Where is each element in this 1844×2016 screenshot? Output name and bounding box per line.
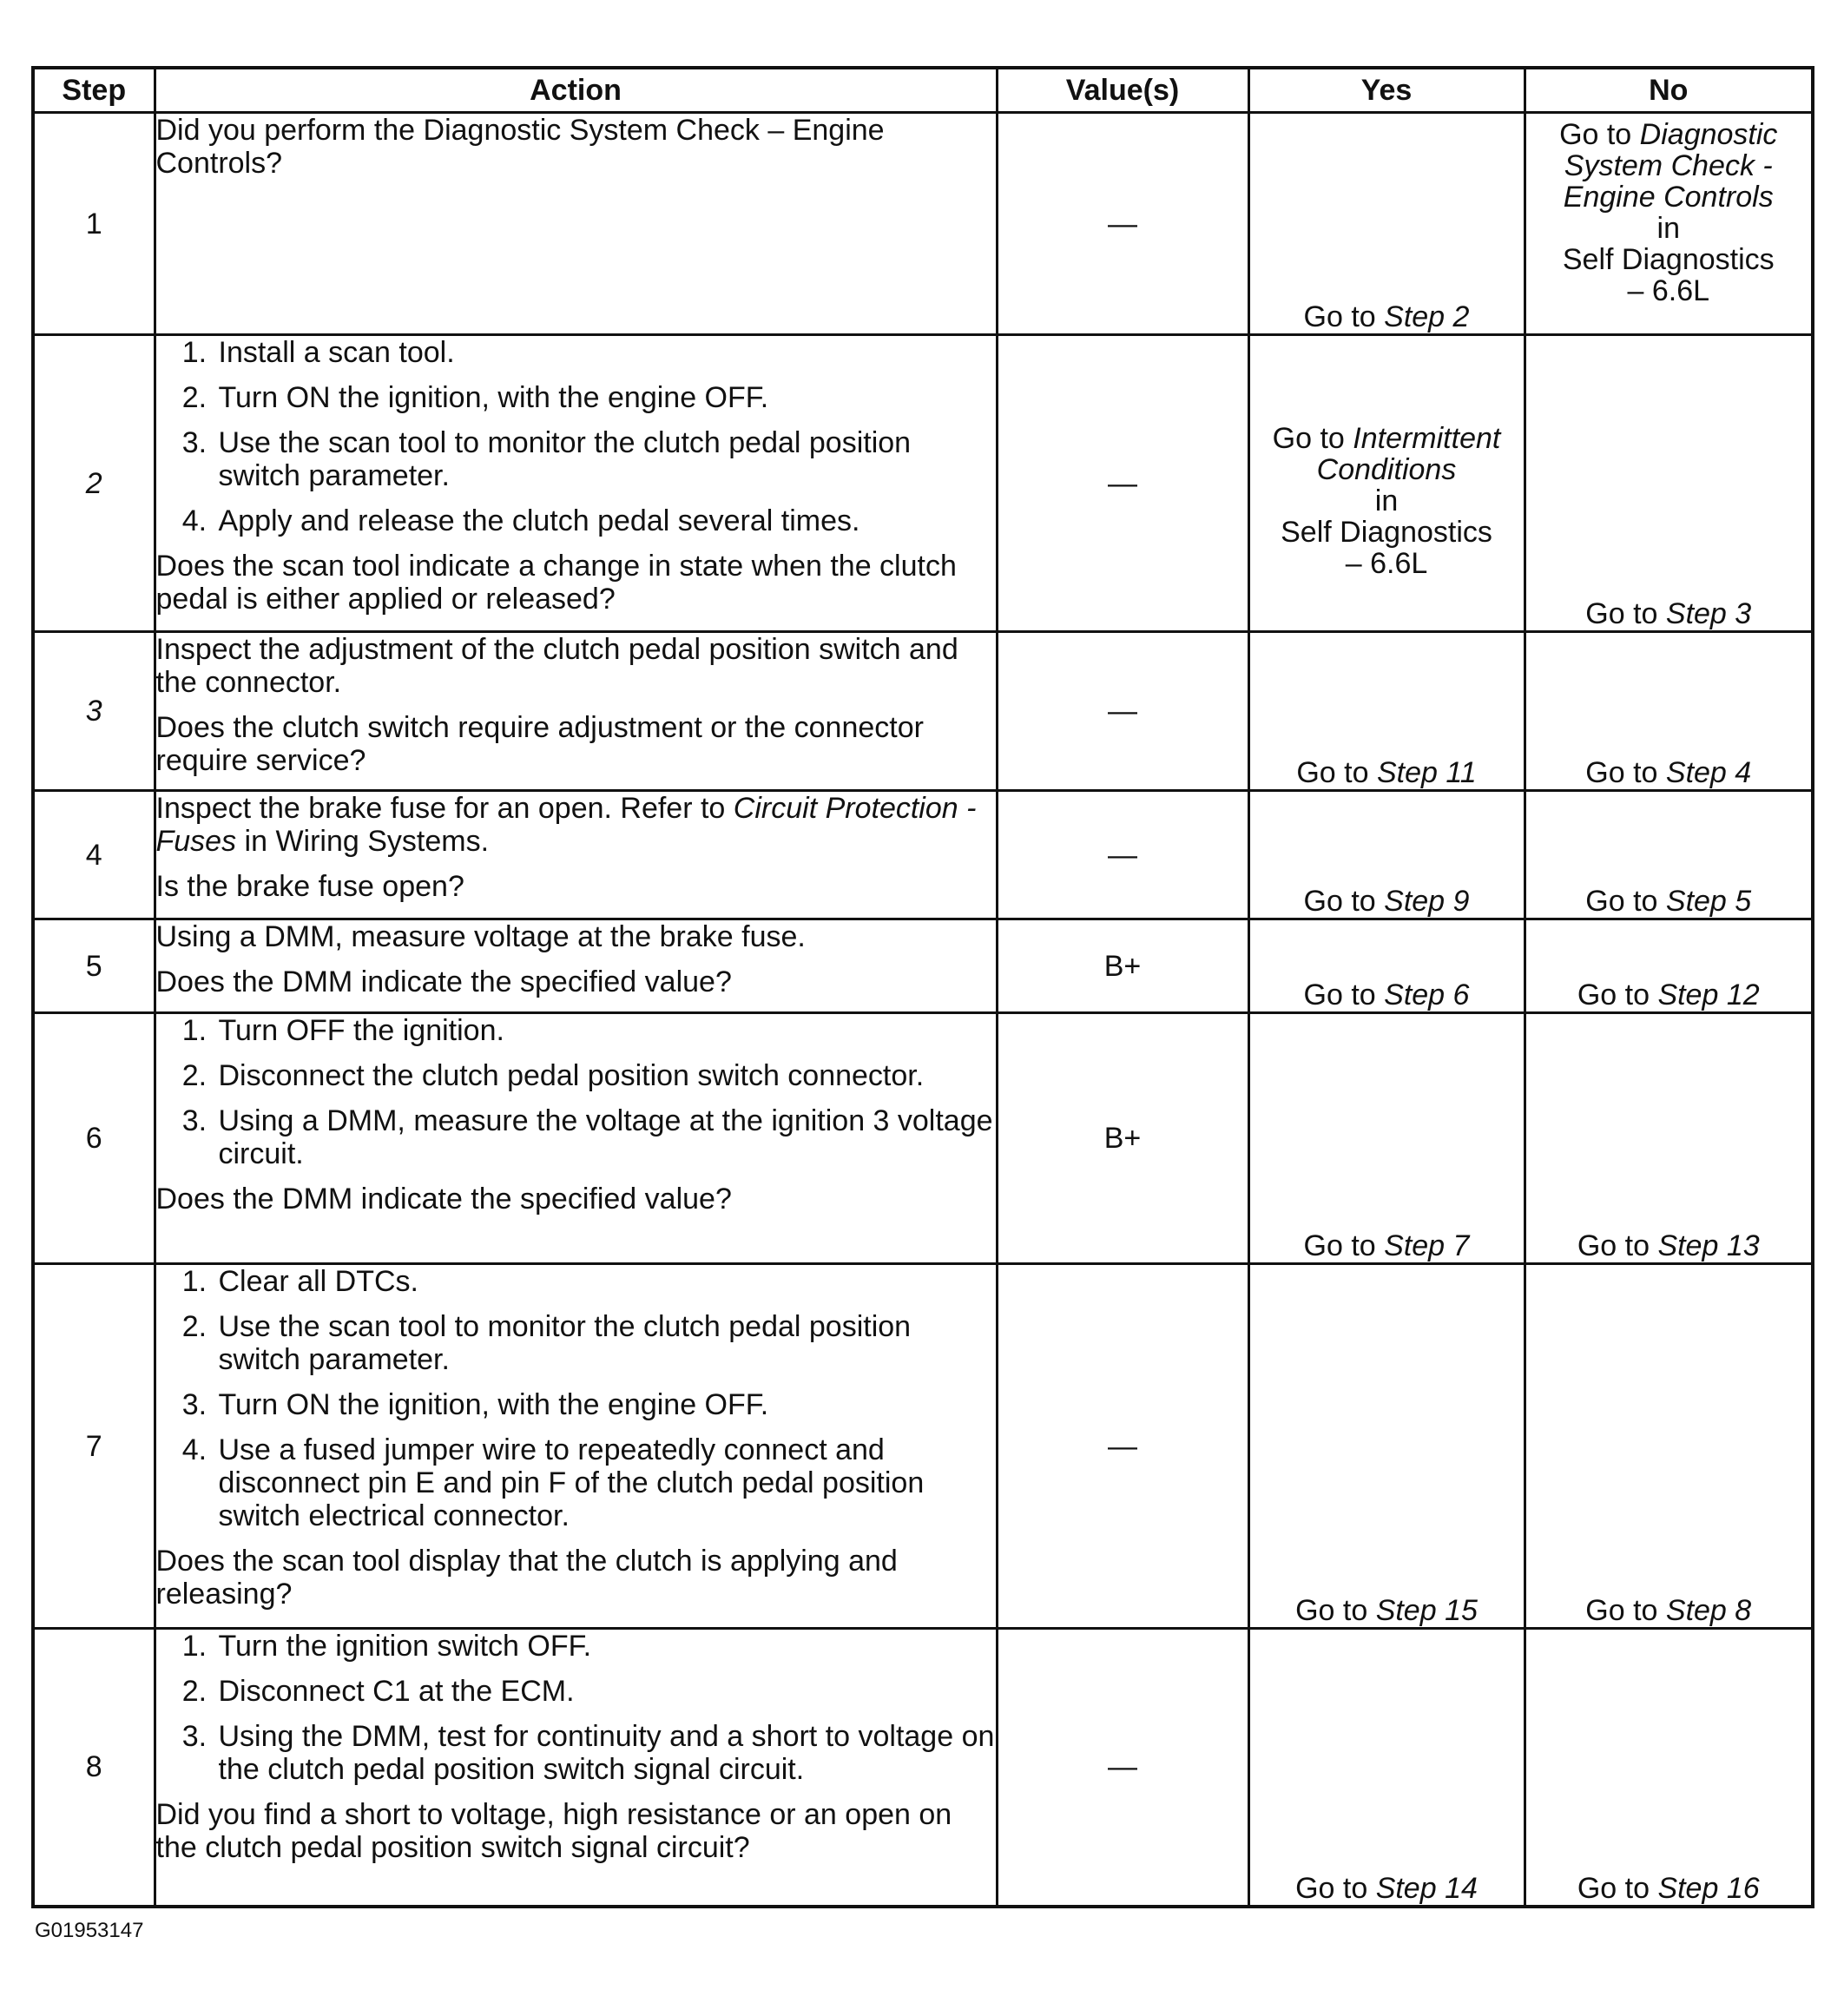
- diagnostic-table: [31, 66, 1814, 1908]
- no-step-link[interactable]: Step 12: [1657, 978, 1760, 1011]
- list-item: 1. Install a scan tool.: [215, 336, 996, 369]
- no-step-link[interactable]: Step 3: [1665, 597, 1752, 630]
- header-yes: Yes: [1248, 68, 1525, 113]
- go-to-text: Go to: [1295, 1594, 1376, 1627]
- yes-cell: [1248, 791, 1525, 919]
- yes-cell: [1248, 113, 1525, 335]
- no-step-link[interactable]: Step 13: [1657, 1229, 1760, 1262]
- yes-cell: [1248, 335, 1525, 632]
- action-question: Does the clutch switch require adjustment or the connector require service?: [155, 711, 924, 777]
- go-to-text: Go to: [1577, 1871, 1658, 1905]
- yes-step-link[interactable]: Step 6: [1384, 978, 1470, 1011]
- action-text-part: in Wiring Systems.: [236, 825, 490, 858]
- yes-step-link[interactable]: Step 11: [1376, 756, 1477, 789]
- header-values: Value(s): [997, 68, 1248, 113]
- no-ref-link[interactable]: Diagnostic: [1639, 118, 1778, 151]
- action-text: Inspect the adjustment of the clutch pedal position switch and the connector.: [155, 633, 958, 699]
- list-item: 3. Using the DMM, test for continuity and a short to voltage on the clutch pedal position switch signal circuit.: [215, 1720, 996, 1786]
- step-number: 8: [33, 1629, 155, 1907]
- list-item: 2. Use the scan tool to monitor the clutch pedal position switch parameter.: [215, 1310, 996, 1376]
- no-step-link[interactable]: Step 4: [1665, 756, 1752, 789]
- table-row: [33, 113, 1813, 335]
- action-question: Is the brake fuse open?: [155, 870, 464, 903]
- no-step-link[interactable]: Step 16: [1657, 1871, 1760, 1905]
- action-steps-list: [156, 1265, 996, 1532]
- no-cell: [1525, 632, 1813, 791]
- table-header-row: [33, 68, 1813, 113]
- value-cell: —: [997, 791, 1248, 919]
- no-step-link[interactable]: Step 5: [1665, 885, 1752, 918]
- step-number: 6: [33, 1013, 155, 1264]
- action-cell: [155, 335, 997, 632]
- step-number: 5: [33, 919, 155, 1013]
- go-to-text: Go to: [1585, 756, 1666, 789]
- action-cell: [155, 632, 997, 791]
- step-number: 1: [33, 113, 155, 335]
- go-to-text: Go to: [1303, 1229, 1385, 1262]
- self-diag-version: – 6.6L: [1345, 546, 1428, 580]
- list-item: 3. Use the scan tool to monitor the clutch pedal position switch parameter.: [215, 426, 996, 492]
- action-cell: [155, 1013, 997, 1264]
- step-number: 4: [33, 791, 155, 919]
- no-cell: [1525, 919, 1813, 1013]
- table-row: [33, 1264, 1813, 1629]
- action-cell: [155, 919, 997, 1013]
- yes-cell: [1248, 1629, 1525, 1907]
- yes-cell: [1248, 1264, 1525, 1629]
- self-diag-version: – 6.6L: [1627, 274, 1710, 307]
- action-question: Does the DMM indicate the specified value?: [155, 1183, 732, 1216]
- value-cell: —: [997, 632, 1248, 791]
- in-text: in: [1656, 212, 1680, 245]
- no-cell: [1525, 791, 1813, 919]
- list-item: 1. Clear all DTCs.: [215, 1265, 996, 1298]
- header-no: No: [1525, 68, 1813, 113]
- yes-step-link[interactable]: Step 14: [1375, 1871, 1478, 1905]
- go-to-text: Go to: [1272, 421, 1353, 455]
- action-text: [156, 792, 996, 858]
- action-steps-list: [156, 336, 996, 537]
- action-text-part: Inspect the brake fuse for an open. Refer to: [155, 792, 734, 825]
- list-item: 4. Apply and release the clutch pedal several times.: [215, 504, 996, 537]
- no-ref-link-cont[interactable]: System Check -: [1564, 149, 1773, 182]
- table-row: [33, 335, 1813, 632]
- yes-ref-link-cont[interactable]: Conditions: [1316, 452, 1457, 486]
- step-number: 2: [33, 335, 155, 632]
- list-item: 1. Turn OFF the ignition.: [215, 1014, 996, 1047]
- yes-cell: [1248, 1013, 1525, 1264]
- circuit-protection-link[interactable]: Circuit Protection - Fuses: [155, 792, 977, 858]
- no-ref-link-cont[interactable]: Engine Controls: [1563, 181, 1774, 214]
- go-to-text: Go to: [1577, 1229, 1658, 1262]
- action-steps-list: [156, 1630, 996, 1786]
- value-cell: —: [997, 335, 1248, 632]
- go-to-text: Go to: [1577, 978, 1658, 1011]
- header-action: Action: [155, 68, 997, 113]
- action-steps-list: [156, 1014, 996, 1170]
- value-cell: B+: [997, 1013, 1248, 1264]
- self-diag-text: Self Diagnostics: [1562, 243, 1775, 276]
- yes-cell: [1248, 632, 1525, 791]
- no-cell: [1525, 113, 1813, 335]
- go-to-text: Go to: [1585, 597, 1666, 630]
- go-to-text: Go to: [1303, 978, 1385, 1011]
- step-number: 3: [33, 632, 155, 791]
- action-cell: [155, 1264, 997, 1629]
- list-item: 2. Disconnect C1 at the ECM.: [215, 1675, 996, 1708]
- yes-step-link[interactable]: Step 15: [1375, 1594, 1478, 1627]
- list-item: 1. Turn the ignition switch OFF.: [215, 1630, 996, 1663]
- figure-id: G01953147: [35, 1919, 144, 1942]
- value-cell: —: [997, 113, 1248, 335]
- action-question: Does the DMM indicate the specified value?: [155, 965, 732, 998]
- action-question: Does the scan tool display that the clutch is applying and releasing?: [155, 1545, 898, 1611]
- no-cell: [1525, 1264, 1813, 1629]
- go-to-text: Go to: [1585, 885, 1666, 918]
- list-item: 2. Disconnect the clutch pedal position switch connector.: [215, 1059, 996, 1092]
- go-to-text: Go to: [1296, 756, 1377, 789]
- list-item: 3. Turn ON the ignition, with the engine OFF.: [215, 1388, 996, 1421]
- action-question: Did you perform the Diagnostic System Check – Engine Controls?: [155, 114, 885, 180]
- value-cell: B+: [997, 919, 1248, 1013]
- no-step-link[interactable]: Step 8: [1665, 1594, 1752, 1627]
- action-cell: [155, 791, 997, 919]
- yes-step-link[interactable]: Step 9: [1384, 885, 1470, 918]
- list-item: 3. Using a DMM, measure the voltage at the ignition 3 voltage circuit.: [215, 1104, 996, 1170]
- list-item: 2. Turn ON the ignition, with the engine OFF.: [215, 381, 996, 414]
- value-cell: —: [997, 1629, 1248, 1907]
- value-cell: —: [997, 1264, 1248, 1629]
- step-number: 7: [33, 1264, 155, 1629]
- table-row: [33, 1629, 1813, 1907]
- list-item: 4. Use a fused jumper wire to repeatedly connect and disconnect pin E and pin F of the clutch pedal position switch electrical connector.: [215, 1433, 996, 1532]
- go-to-text: Go to: [1303, 885, 1385, 918]
- go-to-text: Go to: [1559, 118, 1640, 151]
- table-row: [33, 919, 1813, 1013]
- in-text: in: [1374, 484, 1399, 517]
- action-question: Does the scan tool indicate a change in state when the clutch pedal is either applied or released?: [155, 550, 957, 616]
- table-row: [33, 632, 1813, 791]
- no-cell: [1525, 335, 1813, 632]
- yes-cell: [1248, 919, 1525, 1013]
- go-to-text: Go to: [1303, 300, 1385, 333]
- action-cell: [155, 1629, 997, 1907]
- action-text: Using a DMM, measure voltage at the brake fuse.: [155, 920, 806, 953]
- no-cell: [1525, 1629, 1813, 1907]
- go-to-text: Go to: [1295, 1871, 1376, 1905]
- action-cell: [155, 113, 997, 335]
- no-cell: [1525, 1013, 1813, 1264]
- header-step: Step: [33, 68, 155, 113]
- yes-ref-link[interactable]: Intermittent: [1353, 421, 1501, 455]
- table-row: [33, 1013, 1813, 1264]
- table-row: [33, 791, 1813, 919]
- yes-step-link[interactable]: Step 2: [1384, 300, 1470, 333]
- action-question: Did you find a short to voltage, high resistance or an open on the clutch pedal position switch signal circuit?: [155, 1798, 952, 1864]
- yes-step-link[interactable]: Step 7: [1384, 1229, 1470, 1262]
- go-to-text: Go to: [1585, 1594, 1666, 1627]
- self-diag-text: Self Diagnostics: [1281, 515, 1492, 549]
